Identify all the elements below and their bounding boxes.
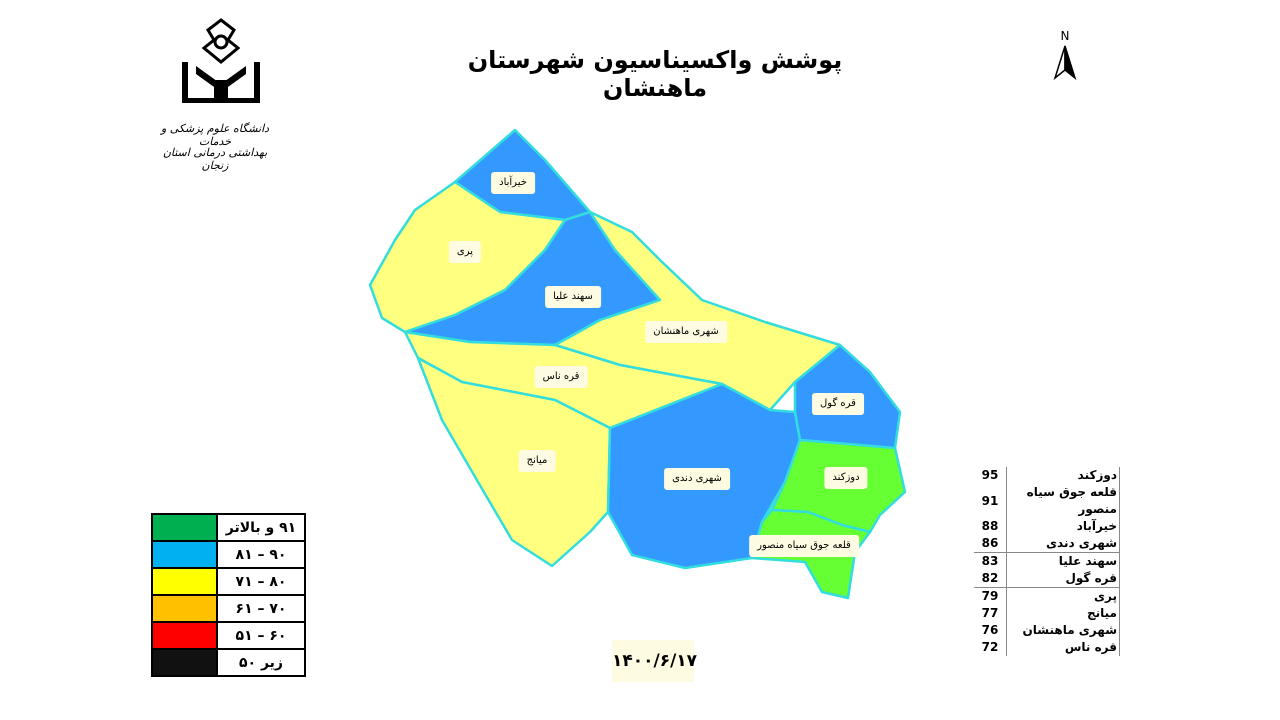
ranking-value: 83 <box>974 553 1007 571</box>
ranking-row <box>974 484 1120 518</box>
label-kheyrabad: خیرآباد <box>491 172 535 194</box>
ranking-value: 76 <box>981 623 999 637</box>
ranking-row <box>974 605 1120 622</box>
ranking-name: شهری ماهنشان <box>1007 622 1120 639</box>
ranking-name: میانج <box>1007 605 1120 622</box>
legend-row <box>152 595 305 622</box>
ranking-row <box>974 467 1120 484</box>
ranking-name: قلعه جوق سیاه منصور <box>1007 484 1120 518</box>
legend-label: ۷۰ – ۶۱ <box>217 595 305 622</box>
logo-text-line2: بهداشتی درمانی استان زنجان <box>162 146 268 172</box>
legend-swatch <box>152 649 217 676</box>
legend <box>151 513 306 677</box>
ranking-value: 95 <box>981 468 999 482</box>
ranking-value: 91 <box>981 493 999 508</box>
legend-label: ۹۱ و بالاتر <box>217 514 305 541</box>
legend-swatch <box>152 514 217 541</box>
ranking-name: دوزکند <box>1007 467 1120 484</box>
ranking-name: خیرآباد <box>1007 518 1120 535</box>
ranking-value: 77 <box>981 606 999 620</box>
north-label: N <box>1060 29 1070 43</box>
legend-label: ۸۰ – ۷۱ <box>217 568 305 595</box>
legend-swatch <box>152 595 217 622</box>
ranking-row <box>974 622 1120 639</box>
label-shahri-mahneshan: شهری ماهنشان <box>645 321 727 343</box>
ranking-row <box>974 553 1120 571</box>
ranking-name: سهند علیا <box>1007 553 1120 571</box>
label-mianaj: میانج <box>519 450 556 472</box>
ranking-name: پری <box>1007 588 1120 606</box>
ranking-name: قره گول <box>1007 570 1120 588</box>
ranking-name: قره ناس <box>1007 639 1120 656</box>
label-shahri-dandi: شهری دندی <box>664 468 730 490</box>
map-title: پوشش واکسیناسیون شهرستان ماهنشان <box>467 46 843 102</box>
label-qareh-nas: قره ناس <box>535 366 588 388</box>
label-sahand-olya: سهند علیا <box>545 286 601 308</box>
label-pari: پری <box>449 241 481 263</box>
legend-label: ۹۰ – ۸۱ <box>217 541 305 568</box>
label-qaleh-juq: قلعه جوق سیاه منصور <box>749 535 859 557</box>
ranking-value: 82 <box>981 571 999 585</box>
ranking-value: 88 <box>981 519 999 533</box>
ranking-value: 86 <box>981 536 999 550</box>
date-box: ۱۴۰۰/۶/۱۷ <box>612 640 694 682</box>
legend-row <box>152 541 305 568</box>
legend-label: زیر ۵۰ <box>217 649 305 676</box>
legend-swatch <box>152 568 217 595</box>
label-duzkand: دوزکند <box>824 467 867 489</box>
ranking-row <box>974 518 1120 535</box>
legend-swatch <box>152 541 217 568</box>
legend-row <box>152 649 305 676</box>
ranking-value: 72 <box>981 640 999 654</box>
ranking-row <box>974 570 1120 588</box>
ranking-row <box>974 588 1120 606</box>
legend-row <box>152 568 305 595</box>
legend-row <box>152 622 305 649</box>
ranking-table <box>974 467 1120 656</box>
legend-row <box>152 514 305 541</box>
label-qareh-gol: قره گول <box>812 393 864 415</box>
legend-label: ۶۰ – ۵۱ <box>217 622 305 649</box>
ranking-name: شهری دندی <box>1007 535 1120 553</box>
ranking-value: 79 <box>974 588 1007 606</box>
logo-text-line1: دانشگاه علوم پزشکی و خدمات <box>160 122 270 148</box>
legend-swatch <box>152 622 217 649</box>
ranking-row <box>974 535 1120 553</box>
ranking-row <box>974 639 1120 656</box>
